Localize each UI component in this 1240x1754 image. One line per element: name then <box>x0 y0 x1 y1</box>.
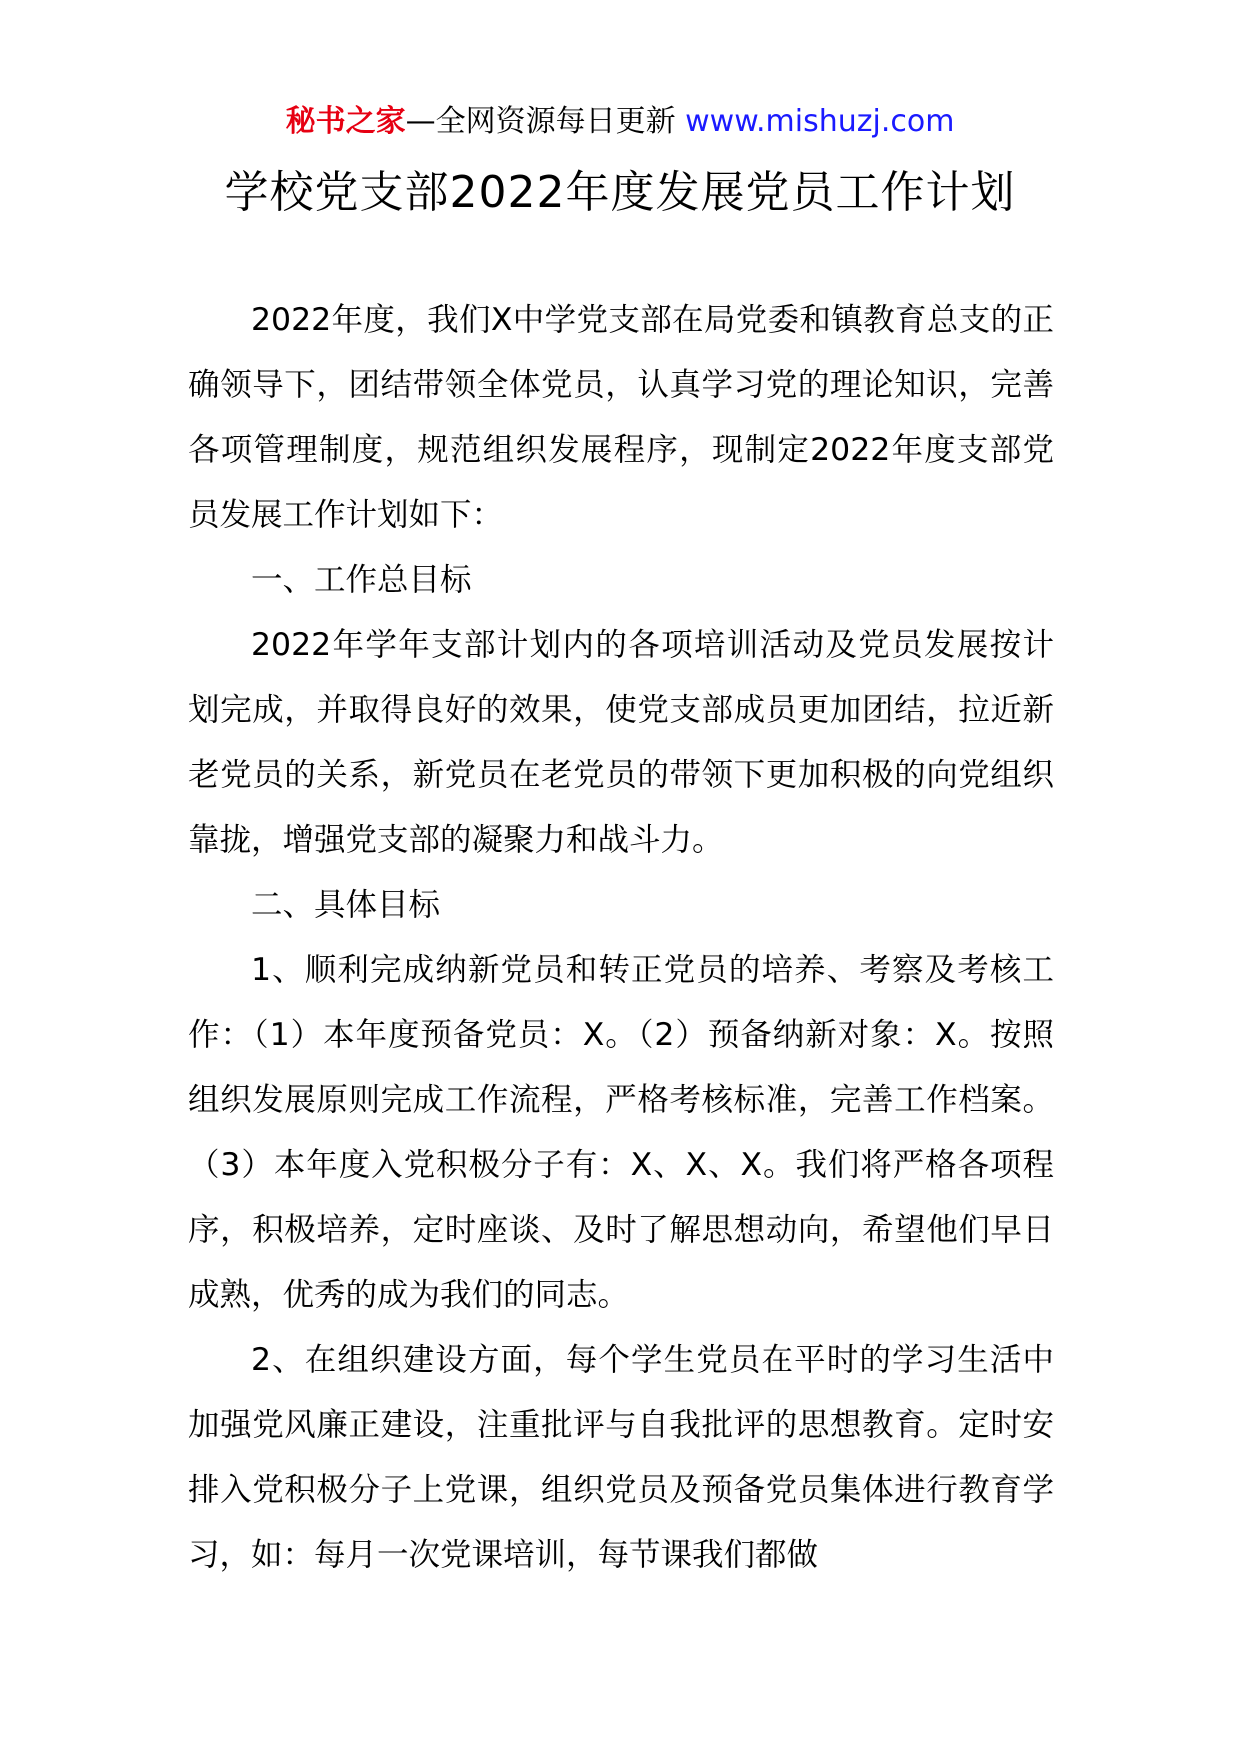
paragraph-specific-goal-2: 2、在组织建设方面，每个学生党员在平时的学习生活中加强党风廉正建设，注重批评与自我批评的思想教育。定时安排入党积极分子上党课，组织党员及预备党员集体进行教育学习，如：每月一次党课培训，每节课我们都做 <box>188 1342 1054 1573</box>
section-heading-specific-goals: 二、具体目标 <box>251 887 441 923</box>
paragraph-overall-goal: 2022年学年支部计划内的各项培训活动及党员发展按计划完成，并取得良好的效果，使党支部成员更加团结，拉近新老党员的关系，新党员在老党员的带领下更加积极的向党组织靠拢，增强党支部的凝聚力和战斗力。 <box>188 627 1054 858</box>
header-banner <box>0 100 1240 144</box>
brand-name: 秘书之家 <box>285 104 406 139</box>
header-tagline: —全网资源每日更新 <box>405 104 686 139</box>
document-title: 学校党支部2022年度发展党员工作计划 <box>224 167 1016 218</box>
section-heading-overall-goal: 一、工作总目标 <box>251 562 472 598</box>
site-url-link[interactable]: www.mishuzj.com <box>685 104 955 139</box>
document-body <box>188 288 1054 1588</box>
paragraph-intro: 2022年度，我们X中学党支部在局党委和镇教育总支的正确领导下，团结带领全体党员，认真学习党的理论知识，完善各项管理制度，规范组织发展程序，现制定2022年度支部党员发展工作计划如下： <box>188 302 1054 533</box>
paragraph-specific-goal-1: 1、顺利完成纳新党员和转正党员的培养、考察及考核工作：（1）本年度预备党员：X。（2）预备纳新对象：X。按照组织发展原则完成工作流程，严格考核标准，完善工作档案。（3）本年度入党积极分子有：X、X、X。我们将严格各项程序，积极培养，定时座谈、及时了解思想动向，希望他们早日成熟，优秀的成为我们的同志。 <box>188 952 1054 1313</box>
